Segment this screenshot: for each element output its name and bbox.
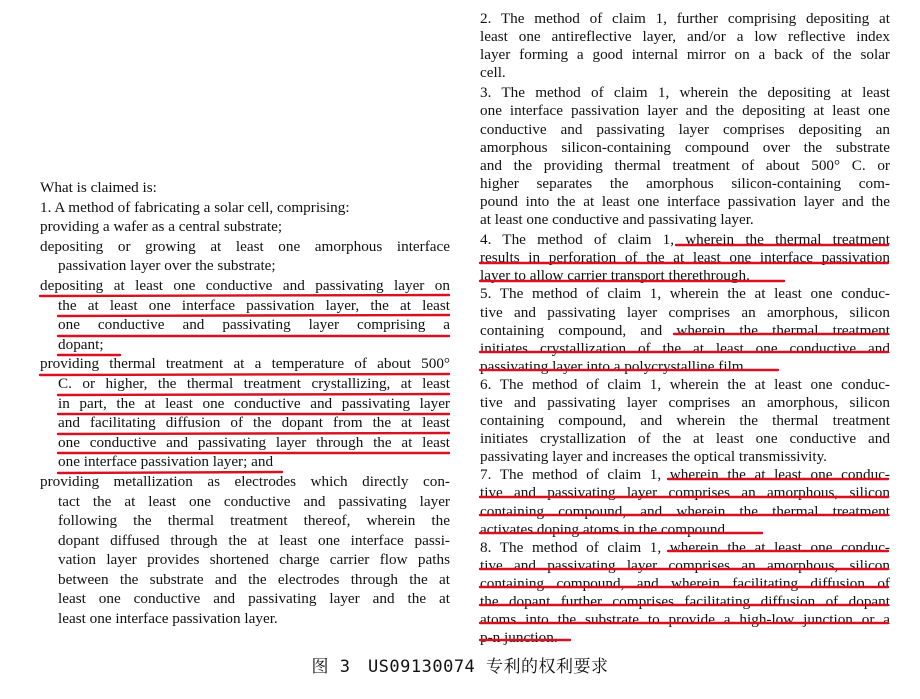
claim-line-underlined: in part, the at least one conductive and passivating layer — [58, 394, 450, 412]
claim-line-underlined: one conductive and passivating layer through the at least — [58, 433, 450, 451]
claim-2-line: 2. The method of claim 1, further comprising depositing at — [480, 10, 890, 27]
claim-line: least one conductive and passivating layer and the at — [58, 590, 450, 608]
claim-3-line: conductive and passivating layer comprises depositing an — [480, 120, 890, 138]
claim-5-line-underlined: initiates crystallization of the at least one conductive and — [480, 339, 890, 357]
claim-line-underlined: the at least one interface passivation layer, the at least — [58, 296, 450, 314]
claim-6-line: tive and passivating layer comprises an amorphous, silicon — [480, 393, 890, 411]
claim-6-line: passivating layer and increases the optical transmissivity. — [480, 448, 827, 466]
claim-5-line-underlined: passivating layer into a polycrystalline film. — [480, 357, 748, 375]
claim-line: depositing or growing at least one amorphous interface — [40, 237, 450, 255]
claim-5-line-underlined: containing compound, and wherein the thermal treatment — [480, 321, 890, 339]
claims-heading: What is claimed is: — [40, 179, 157, 196]
claim-3-line: higher separates the amorphous silicon-containing com- — [480, 174, 890, 192]
claim-5-line: 5. The method of claim 1, wherein the at least one conduc- — [480, 285, 890, 303]
claim-4-line-underlined: results in perforation of the at least one interface passivation — [480, 249, 890, 267]
claim-line-underlined: C. or higher, the thermal treatment crystallizing, at least — [58, 374, 450, 392]
left-claims-column — [40, 178, 450, 629]
claim-line: providing a wafer as a central substrate; — [40, 218, 283, 236]
claim-2-line: layer forming a good internal mirror on a back of the solar — [480, 46, 890, 64]
claim-line-underlined: dopant; — [58, 335, 104, 353]
claim-line-underlined: depositing at least one conductive and passivating layer on — [40, 276, 450, 294]
claim-line-underlined: one interface passivation layer; and — [58, 453, 274, 471]
claim-line-underlined: providing thermal treatment at a temperature of about 500° — [40, 355, 450, 373]
claim-8-line-underlined: 8. The method of claim 1, wherein the at least one conduc- — [480, 538, 890, 556]
claim-line-underlined: and facilitating diffusion of the dopant from the at least — [58, 414, 450, 432]
claim-8-line-underlined: atoms into the substrate to provide a high-low junction or a — [480, 611, 890, 629]
claim-line: dopant diffused through the at least one interface passi- — [58, 531, 450, 549]
claim-7-line-underlined: 7. The method of claim 1, wherein the at least one conduc- — [480, 466, 890, 484]
claim-5-line: tive and passivating layer comprises an amorphous, silicon — [480, 303, 890, 321]
claim-8-line-underlined: containing compound, and wherein facilitating diffusion of — [480, 574, 890, 592]
right-claims-column — [480, 10, 890, 647]
claim-line: between the substrate and the electrodes through the at — [58, 570, 450, 588]
claim-7-line-underlined: activates doping atoms in the compound. — [480, 520, 729, 538]
claim-6-line: initiates crystallization of the at least one conductive and — [480, 430, 890, 448]
claim-line: vation layer provides shortened charge carrier flow paths — [58, 551, 450, 569]
claim-4-line-underlined: 4. The method of claim 1, wherein the thermal treatment — [480, 231, 890, 249]
claim-2-line: least one antireflective layer, and/or a low reflective index — [480, 28, 890, 46]
claim-3-line: 3. The method of claim 1, wherein the depositing at least — [480, 84, 890, 102]
claim-3-line: one interface passivation layer and the depositing at least one — [480, 102, 890, 120]
claim-3-line: and the providing thermal treatment of about 500° C. or — [480, 156, 890, 174]
claim-line: tact the at least one conductive and passivating layer — [58, 492, 450, 510]
claim-line: providing metallization as electrodes which directly con- — [40, 472, 450, 490]
figure-caption: 图 3 US09130074 专利的权利要求 — [311, 657, 609, 677]
claim-1-intro: 1. A method of fabricating a solar cell, comprising: — [40, 198, 350, 216]
claim-line: following the thermal treatment thereof, wherein the — [58, 512, 450, 530]
claim-8-line-underlined: p-n junction. — [480, 629, 558, 647]
claim-8-line-underlined: the dopant further comprises facilitating diffusion of dopant — [480, 593, 890, 610]
claim-line: passivation layer over the substrate; — [58, 257, 276, 275]
claim-line-underlined: one conductive and passivating layer comprising a — [58, 316, 450, 334]
claim-8-line-underlined: tive and passivating layer comprises an amorphous, silicon — [480, 556, 890, 574]
claim-6-line: 6. The method of claim 1, wherein the at least one conduc- — [480, 375, 890, 393]
claim-3-line: pound into the at least one interface passivation layer and the — [480, 192, 890, 210]
claim-3-line: at least one conductive and passivating layer. — [480, 211, 754, 229]
claim-4-line-underlined: layer to allow carrier transport therethrough. — [480, 267, 750, 285]
claim-2-line: cell. — [480, 64, 506, 82]
claim-7-line-underlined: containing compound, and wherein the thermal treatment — [480, 502, 890, 520]
claim-6-line: containing compound, and wherein the thermal treatment — [480, 412, 890, 430]
claim-3-line: amorphous silicon-containing compound over the substrate — [480, 138, 890, 156]
claim-line: least one interface passivation layer. — [58, 610, 278, 628]
claim-7-line-underlined: tive and passivating layer comprises an amorphous, silicon — [480, 484, 890, 502]
